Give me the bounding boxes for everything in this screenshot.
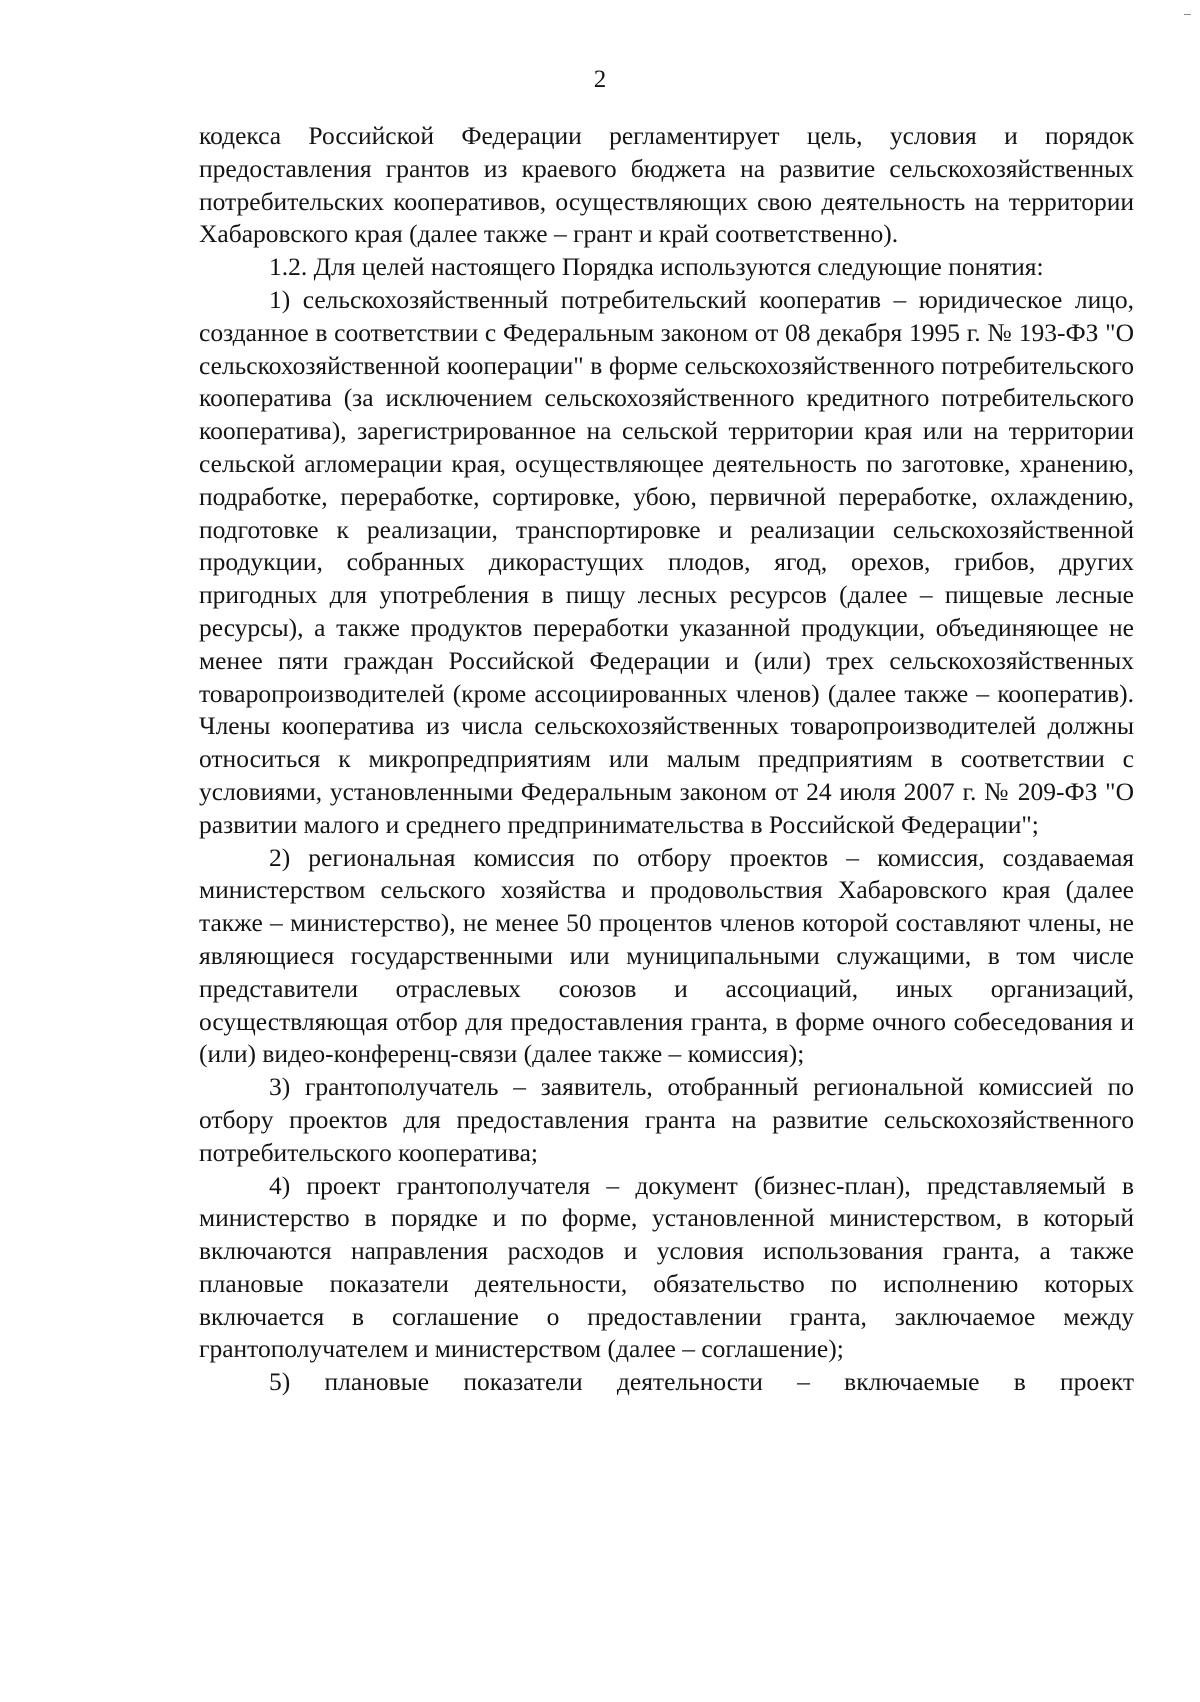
scan-edge-mark	[1184, 14, 1191, 15]
paragraph-definition-grantee: 3) грантополучатель – заявитель, отобранный региональной комиссией по отбору проектов для предоставления гранта на развитие сельскохозяйственного потребительского кооператива;	[199, 1072, 1134, 1167]
paragraph-definition-cooperative: 1) сельскохозяйственный потребительский кооператив – юридическое лицо, созданное в соответствии с Федеральным законом от 08 декабря 1995 г. № 193-ФЗ "О сельскохозяйственной кооперации" в форме сельскохозяйственного потребительского кооператива (за исключением сельскохозяйственного кредитного потребительского кооператива), зарегистрированное на сельской территории края или на территории сельской агломерации края, осуществляющее деятельность по заготовке, хранению, подработке, переработке, сортировке, убою, первичной переработке, охлаждению, подготовке к реализации, транспортировке и реализации сельскохозяйственной продукции, собранных дикорастущих плодов, ягод, орехов, грибов, других пригодных для употребления в пищу лесных ресурсов (далее – пищевые лесные ресурсы), а также продуктов переработки указанной продукции, объединяющее не менее пяти граждан Российской Федерации и (или) трех сельскохозяйственных товаропроизводителей (кроме ассоциированных членов) (далее также – кооператив). Члены кооператива из числа сельскохозяйственных товаропроизводителей должны относиться к микропредприятиям или малым предприятиям в соответствии с условиями, установленными Федеральным законом от 24 июля 2007 г. № 209-ФЗ "О развитии малого и среднего предпринимательства в Российской Федерации";	[199, 284, 1134, 839]
paragraph-intro-continuation: кодекса Российской Федерации регламентирует цель, условия и порядок предоставления грантов из краевого бюджета на развитие сельскохозяйственных потребительских кооперативов, осуществляющих свою деятельность на территории Хабаровского края (далее также – грант и край соответственно).	[199, 121, 1134, 249]
paragraph-definition-project: 4) проект грантополучателя – документ (бизнес-план), представляемый в министерство в порядке и по форме, установленной министерством, в который включаются направления расходов и условия использования гранта, а также плановые показатели деятельности, обязательство по исполнению которых включается в соглашение о предоставлении гранта, заключаемое между грантополучателем и министерством (далее – соглашение);	[199, 1170, 1134, 1364]
paragraph-1-2-definitions: 1.2. Для целей настоящего Порядка используются следующие понятия:	[269, 252, 1044, 282]
document-body	[199, 120, 1134, 1399]
paragraph-definition-indicators: 5) плановые показатели деятельности – включаемые в проект	[269, 1367, 1134, 1397]
page-number: 2	[593, 66, 607, 93]
paragraph-definition-commission: 2) региональная комиссия по отбору проектов – комиссия, создаваемая министерством сельского хозяйства и продовольствия Хабаровского края (далее также – министерство), не менее 50 процентов членов которой составляют члены, не являющиеся государственными или муниципальными служащими, в том числе представители отраслевых союзов и ассоциаций, иных организаций, осуществляющая отбор для предоставления гранта, в форме очного собеседования и (или) видео-конференц-связи (далее также – комиссия);	[199, 842, 1134, 1069]
